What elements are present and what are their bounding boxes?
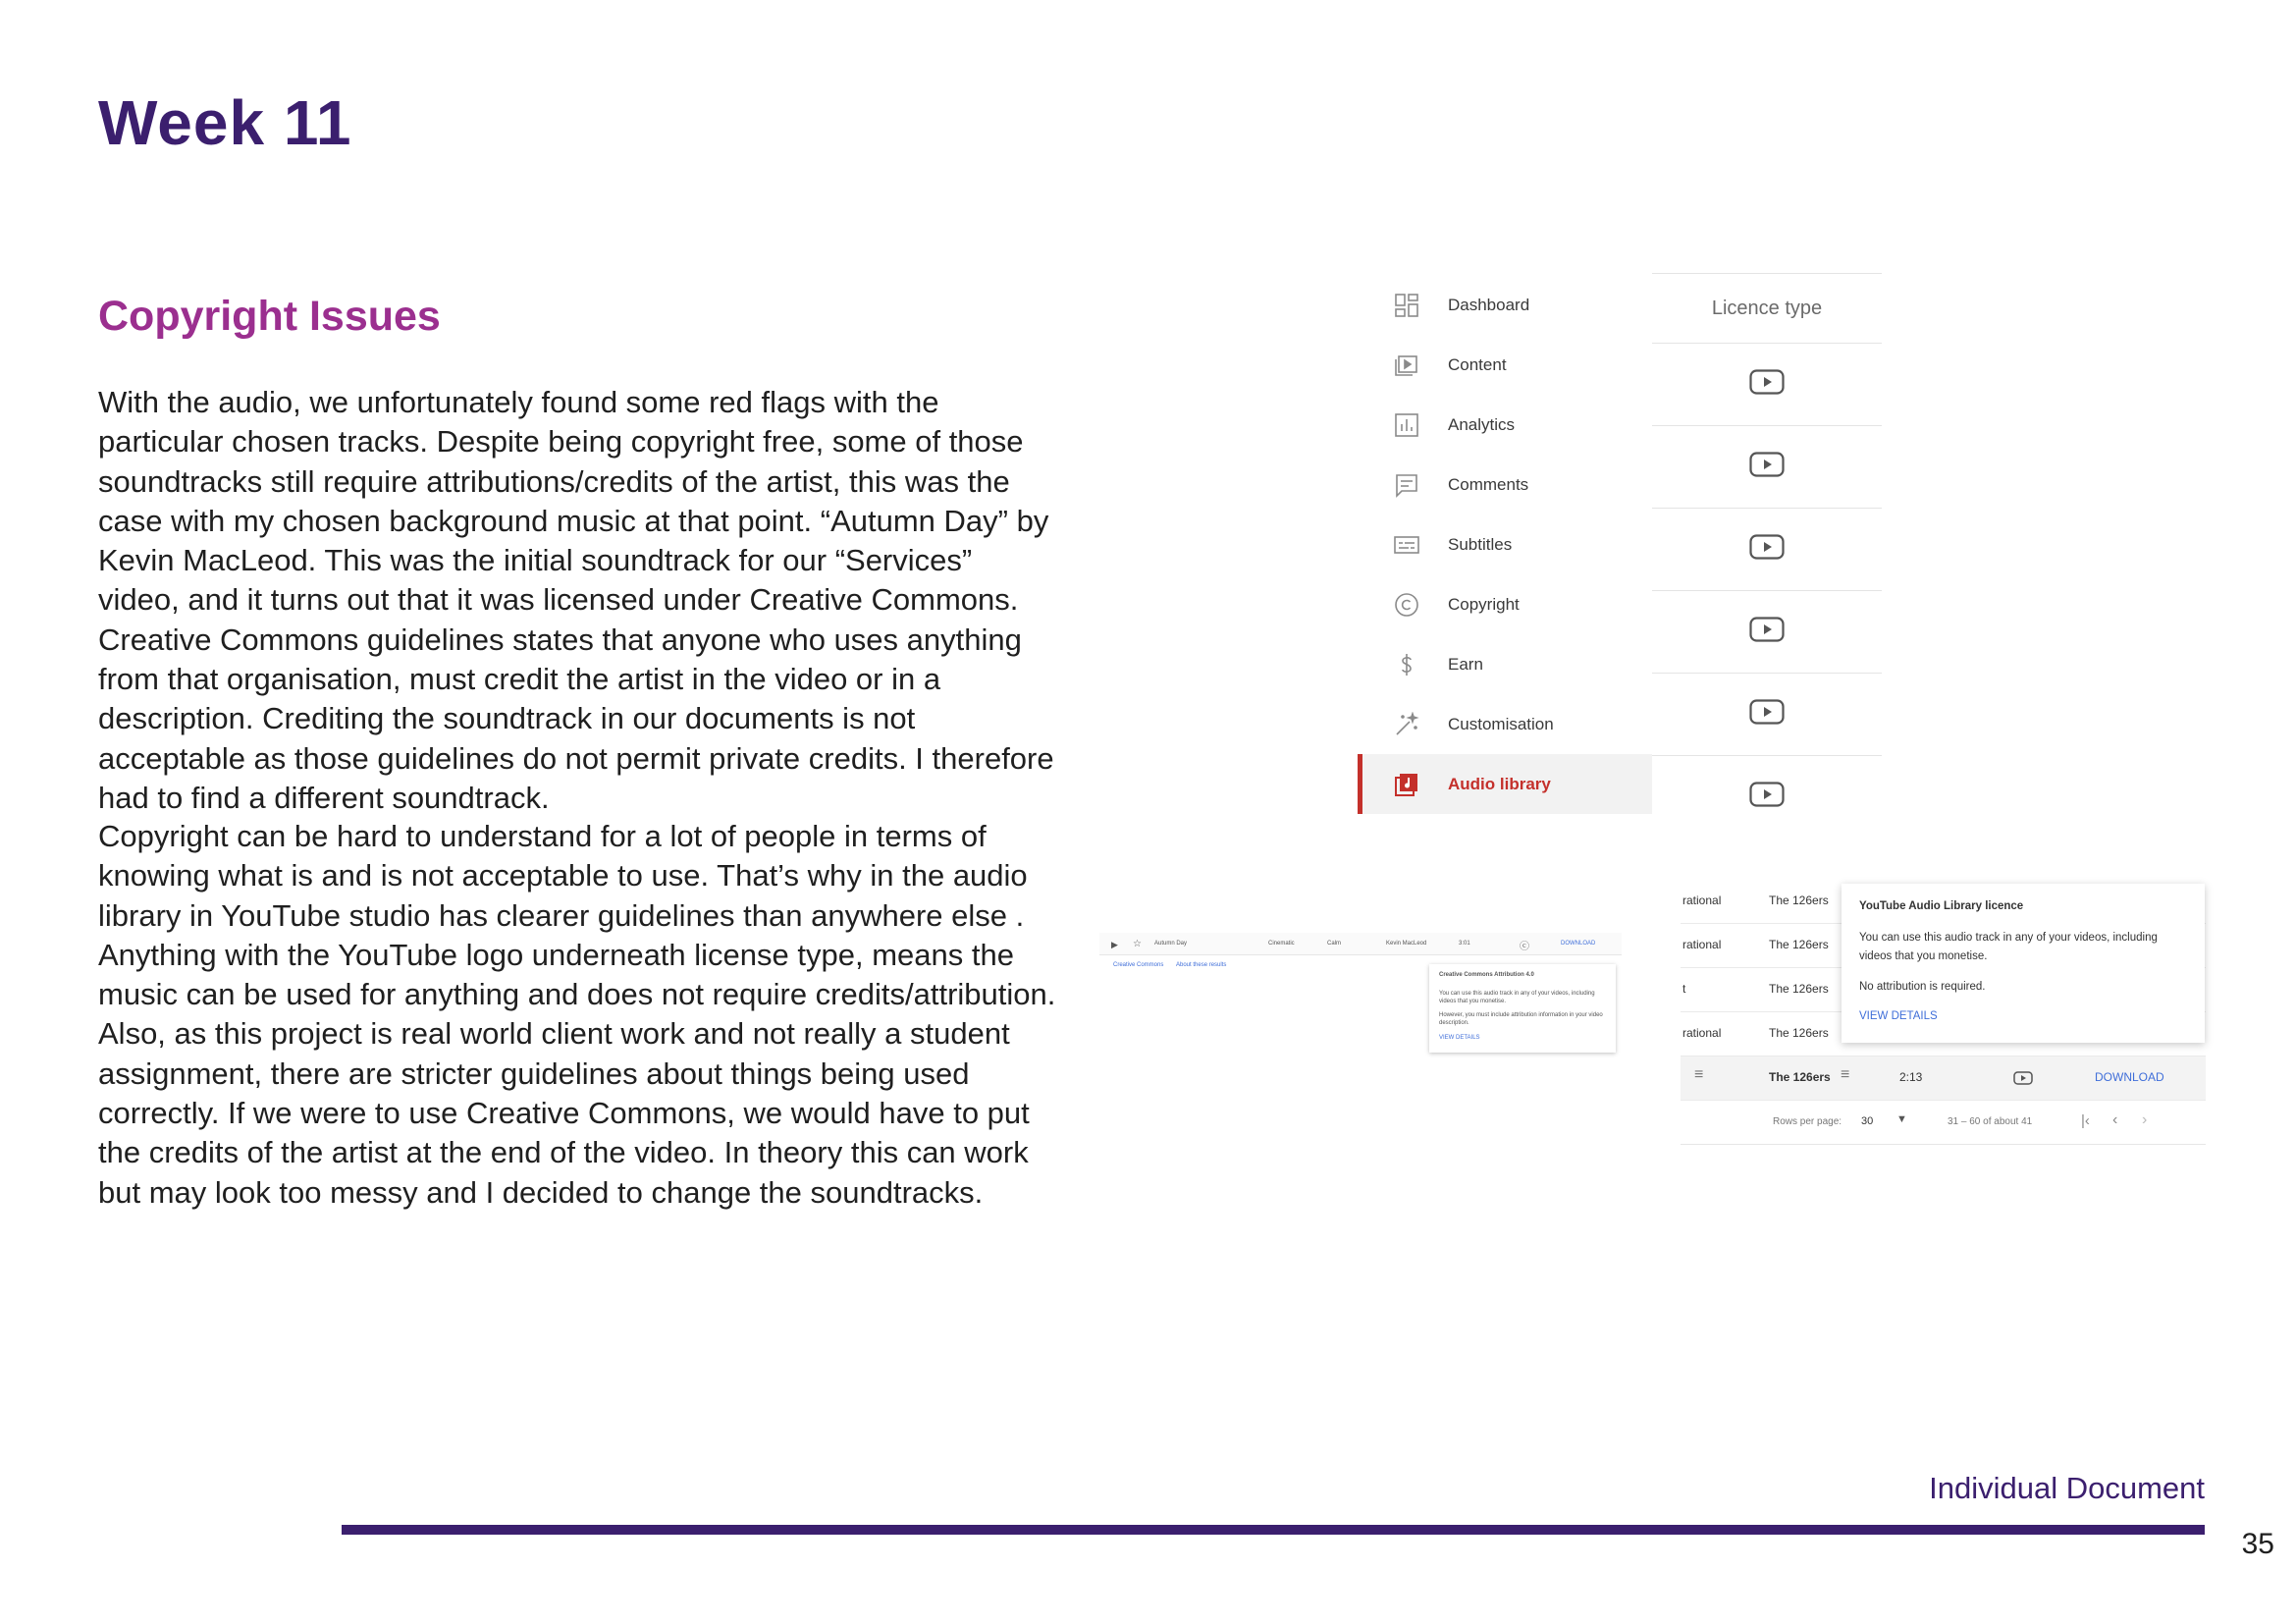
sidebar-item-dashboard[interactable] (1358, 275, 1652, 335)
track-genre: Cinematic (1268, 941, 1295, 947)
artist-cell: The 126ers (1769, 982, 1829, 996)
section-title: Copyright Issues (98, 293, 441, 340)
track-artist: Kevin MacLeod (1386, 941, 1427, 947)
page-title: Week 11 (98, 87, 352, 158)
duration-cell: 2:13 (1899, 1070, 1923, 1084)
youtube-licence-icon[interactable] (2013, 1071, 2033, 1090)
sidebar-label: Earn (1448, 654, 1483, 674)
play-icon[interactable]: ▶ (1111, 940, 1118, 949)
licence-type-header: Licence type (1652, 273, 1882, 344)
filter-icon[interactable]: ≡ (1694, 1066, 1704, 1083)
popup-title: Creative Commons Attribution 4.0 (1439, 972, 1534, 978)
filter-icon[interactable]: ≡ (1841, 1066, 1850, 1083)
rows-per-page-label: Rows per page: (1773, 1116, 1842, 1127)
youtube-licence-icon[interactable] (1749, 782, 1785, 812)
customisation-icon (1393, 711, 1420, 738)
view-details-link[interactable]: VIEW DETAILS (1859, 1010, 1938, 1022)
licence-row (1652, 674, 1882, 756)
studio-sidebar (1358, 275, 1652, 814)
sidebar-label: Analytics (1448, 414, 1516, 434)
licence-row (1652, 509, 1882, 591)
artist-cell: The 126ers (1769, 1026, 1829, 1040)
body-paragraph-2: Copyright can be hard to understand for a lot of people in terms of knowing what is and is not acceptable to use. That’s why in the audio library in YouTube studio has clearer guidelines than anywhere else . Anything with the YouTube logo underneath license type, means the music can be used for anything and does not require credits/attribution. Also, as this project is real world client work and not really a student assignment, there are stricter guidelines about things being used correctly. If we were to use Creative Commons, we would have to put the credits of the artist at the end of the video. In theory this can work but may look too messy and I decided to change the soundtracks. (98, 819, 1056, 1210)
download-button[interactable]: DOWNLOAD (2095, 1070, 2164, 1084)
youtube-licence-icon[interactable] (1749, 369, 1785, 400)
copyright-icon (1393, 591, 1420, 619)
track-title: Autumn Day (1154, 941, 1188, 947)
download-link[interactable]: DOWNLOAD (1561, 941, 1596, 947)
licence-row (1652, 756, 1882, 838)
highlighted-track-row[interactable] (1681, 1056, 2206, 1101)
track-duration: 3:01 (1459, 941, 1470, 947)
track-mood: Calm (1327, 941, 1342, 947)
popup-text: You can use this audio track in any of your videos, including videos that you monetise. (1439, 991, 1595, 1004)
sidebar-item-audio-library[interactable] (1358, 754, 1652, 814)
subtitles-icon (1393, 531, 1420, 559)
prev-page-icon[interactable]: ‹ (2112, 1111, 2118, 1128)
sidebar-item-customisation[interactable] (1358, 694, 1652, 754)
sidebar-item-analytics[interactable] (1358, 395, 1652, 455)
licence-row (1652, 344, 1882, 426)
artist-cell: The 126ers (1769, 938, 1829, 951)
dashboard-icon (1393, 292, 1420, 319)
creative-commons-track-screenshot (1099, 933, 1622, 1058)
analytics-icon (1393, 411, 1420, 439)
sidebar-label: Comments (1448, 474, 1529, 494)
youtube-licence-icon[interactable] (1749, 617, 1785, 647)
licence-row (1652, 426, 1882, 509)
popup-title: YouTube Audio Library licence (1859, 900, 2024, 912)
sidebar-label: Subtitles (1448, 534, 1513, 554)
comments-icon (1393, 471, 1420, 499)
genre-cell: rational (1682, 1026, 1722, 1040)
cc-licence-popup (1429, 964, 1616, 1053)
page-number: 35 (2241, 1528, 2274, 1560)
sidebar-item-earn[interactable] (1358, 634, 1652, 694)
star-icon[interactable]: ☆ (1133, 939, 1142, 949)
popup-text: You can use this audio track in any of your videos, including videos that you monetise. (1859, 932, 2158, 962)
youtube-licence-icon[interactable] (1749, 452, 1785, 482)
youtube-licence-screenshot (1681, 880, 2206, 1145)
sidebar-label: Audio library (1448, 774, 1551, 793)
rows-per-page-value[interactable]: 30 (1861, 1115, 1874, 1127)
genre-cell: rational (1682, 938, 1722, 951)
youtube-licence-icon[interactable] (1749, 534, 1785, 565)
popup-note: No attribution is required. (1859, 981, 1986, 993)
audio-library-icon (1393, 771, 1420, 798)
sidebar-item-content[interactable] (1358, 335, 1652, 395)
dropdown-arrow-icon[interactable]: ▼ (1896, 1113, 1907, 1125)
footer-label: Individual Document (1929, 1471, 2205, 1505)
youtube-licence-icon[interactable] (1749, 699, 1785, 730)
licence-row (1652, 591, 1882, 674)
sidebar-label: Content (1448, 354, 1507, 374)
sidebar-item-subtitles[interactable] (1358, 514, 1652, 574)
view-details-link[interactable]: VIEW DETAILS (1439, 1035, 1480, 1041)
popup-text: However, you must include attribution information in your video description. (1439, 1012, 1603, 1026)
sidebar-item-copyright[interactable] (1358, 574, 1652, 634)
first-page-icon[interactable]: |‹ (2081, 1112, 2090, 1129)
licence-type-column (1652, 273, 1882, 838)
sidebar-label: Copyright (1448, 594, 1520, 614)
artist-cell: The 126ers (1769, 893, 1829, 907)
body-paragraph-1: With the audio, we unfortunately found some red flags with the particular chosen tracks. Despite being copyright free, some of those soundtracks still require attributions/credits of the artist, this was the case with my chosen background music at that point. “Autumn Day” by Kevin MacLeod. This was the initial soundtrack for our “Services” video, and it turns out that it was licensed under Creative Commons. Creative Commons guidelines states that anyone who uses anything from that organisation, must credit the artist in the video or in a description. Crediting the soundtrack in our documents is not acceptable as those guidelines do not permit private credits. I therefore had to find a different soundtrack. (98, 385, 1054, 815)
sidebar-label: Customisation (1448, 714, 1554, 733)
sidebar-label: Dashboard (1448, 295, 1530, 314)
next-page-icon[interactable]: › (2142, 1111, 2148, 1128)
genre-cell: rational (1682, 893, 1722, 907)
cc-link[interactable]: Creative Commons (1113, 962, 1164, 968)
footer-rule (342, 1525, 2205, 1535)
content-icon (1393, 352, 1420, 379)
genre-cell: t (1682, 982, 1686, 996)
about-results-link[interactable]: About these results (1176, 962, 1227, 968)
creative-commons-icon[interactable]: ⓒ (1520, 942, 1529, 952)
sidebar-item-comments[interactable] (1358, 455, 1652, 514)
earn-icon (1393, 651, 1420, 678)
page-range: 31 – 60 of about 41 (1948, 1116, 2033, 1127)
pagination-bar (1681, 1101, 2206, 1145)
youtube-licence-popup (1842, 884, 2205, 1043)
artist-cell: The 126ers (1769, 1070, 1831, 1084)
